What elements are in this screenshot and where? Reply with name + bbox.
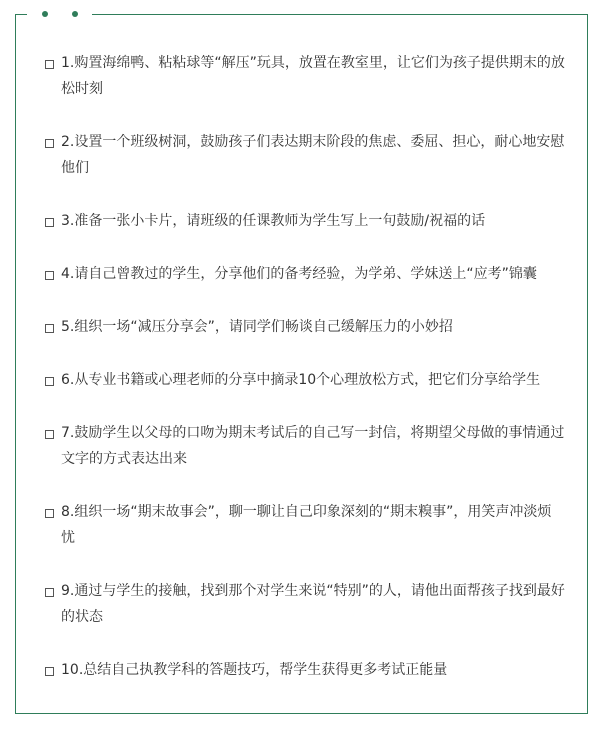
- list-item-text: 8.组织一场“期末故事会”，聊一聊让自己印象深刻的“期末糗事”，用笑声冲淡烦忧: [61, 504, 552, 546]
- list-item-text: 3.准备一张小卡片，请班级的任课教师为学生写上一句鼓励/祝福的话: [61, 213, 486, 229]
- checklist: [45, 50, 565, 683]
- frame-top-border-right: [92, 14, 588, 15]
- list-item: [45, 420, 565, 472]
- list-item: [45, 499, 565, 551]
- checkbox-icon: [45, 60, 54, 69]
- list-item-text: 1.购置海绵鸭、粘粘球等“解压”玩具，放置在教室里，让它们为孩子提供期末的放松时刻: [61, 55, 565, 97]
- list-item: [45, 208, 565, 234]
- list-item-text: 2.设置一个班级树洞，鼓励孩子们表达期末阶段的焦虑、委屈、担心，耐心地安慰他们: [61, 134, 565, 176]
- checkbox-icon: [45, 271, 54, 280]
- list-item-text: 4.请自己曾教过的学生，分享他们的备考经验，为学弟、学妹送上“应考”锦囊: [61, 266, 537, 282]
- decorative-dot: [72, 11, 78, 17]
- list-item-text: 5.组织一场“减压分享会”，请同学们畅谈自己缓解压力的小妙招: [61, 319, 453, 335]
- list-item: [45, 314, 565, 340]
- checkbox-icon: [45, 139, 54, 148]
- checkbox-icon: [45, 588, 54, 597]
- list-item: [45, 657, 565, 683]
- list-item: [45, 50, 565, 102]
- frame-top-border-left: [15, 14, 27, 15]
- list-item-text: 10.总结自己执教学科的答题技巧，帮学生获得更多考试正能量: [61, 662, 448, 678]
- list-item: [45, 129, 565, 181]
- list-item: [45, 261, 565, 287]
- checkbox-icon: [45, 218, 54, 227]
- checkbox-icon: [45, 430, 54, 439]
- checkbox-icon: [45, 667, 54, 676]
- checkbox-icon: [45, 509, 54, 518]
- checkbox-icon: [45, 324, 54, 333]
- list-item: [45, 578, 565, 630]
- list-item-text: 7.鼓励学生以父母的口吻为期末考试后的自己写一封信，将期望父母做的事情通过文字的方式表达出来: [61, 425, 565, 467]
- list-item: [45, 367, 565, 393]
- checkbox-icon: [45, 377, 54, 386]
- list-item-text: 9.通过与学生的接触，找到那个对学生来说“特别”的人，请他出面帮孩子找到最好的状态: [61, 583, 565, 625]
- decorative-dot: [42, 11, 48, 17]
- list-item-text: 6.从专业书籍或心理老师的分享中摘录10个心理放松方式，把它们分享给学生: [61, 372, 541, 388]
